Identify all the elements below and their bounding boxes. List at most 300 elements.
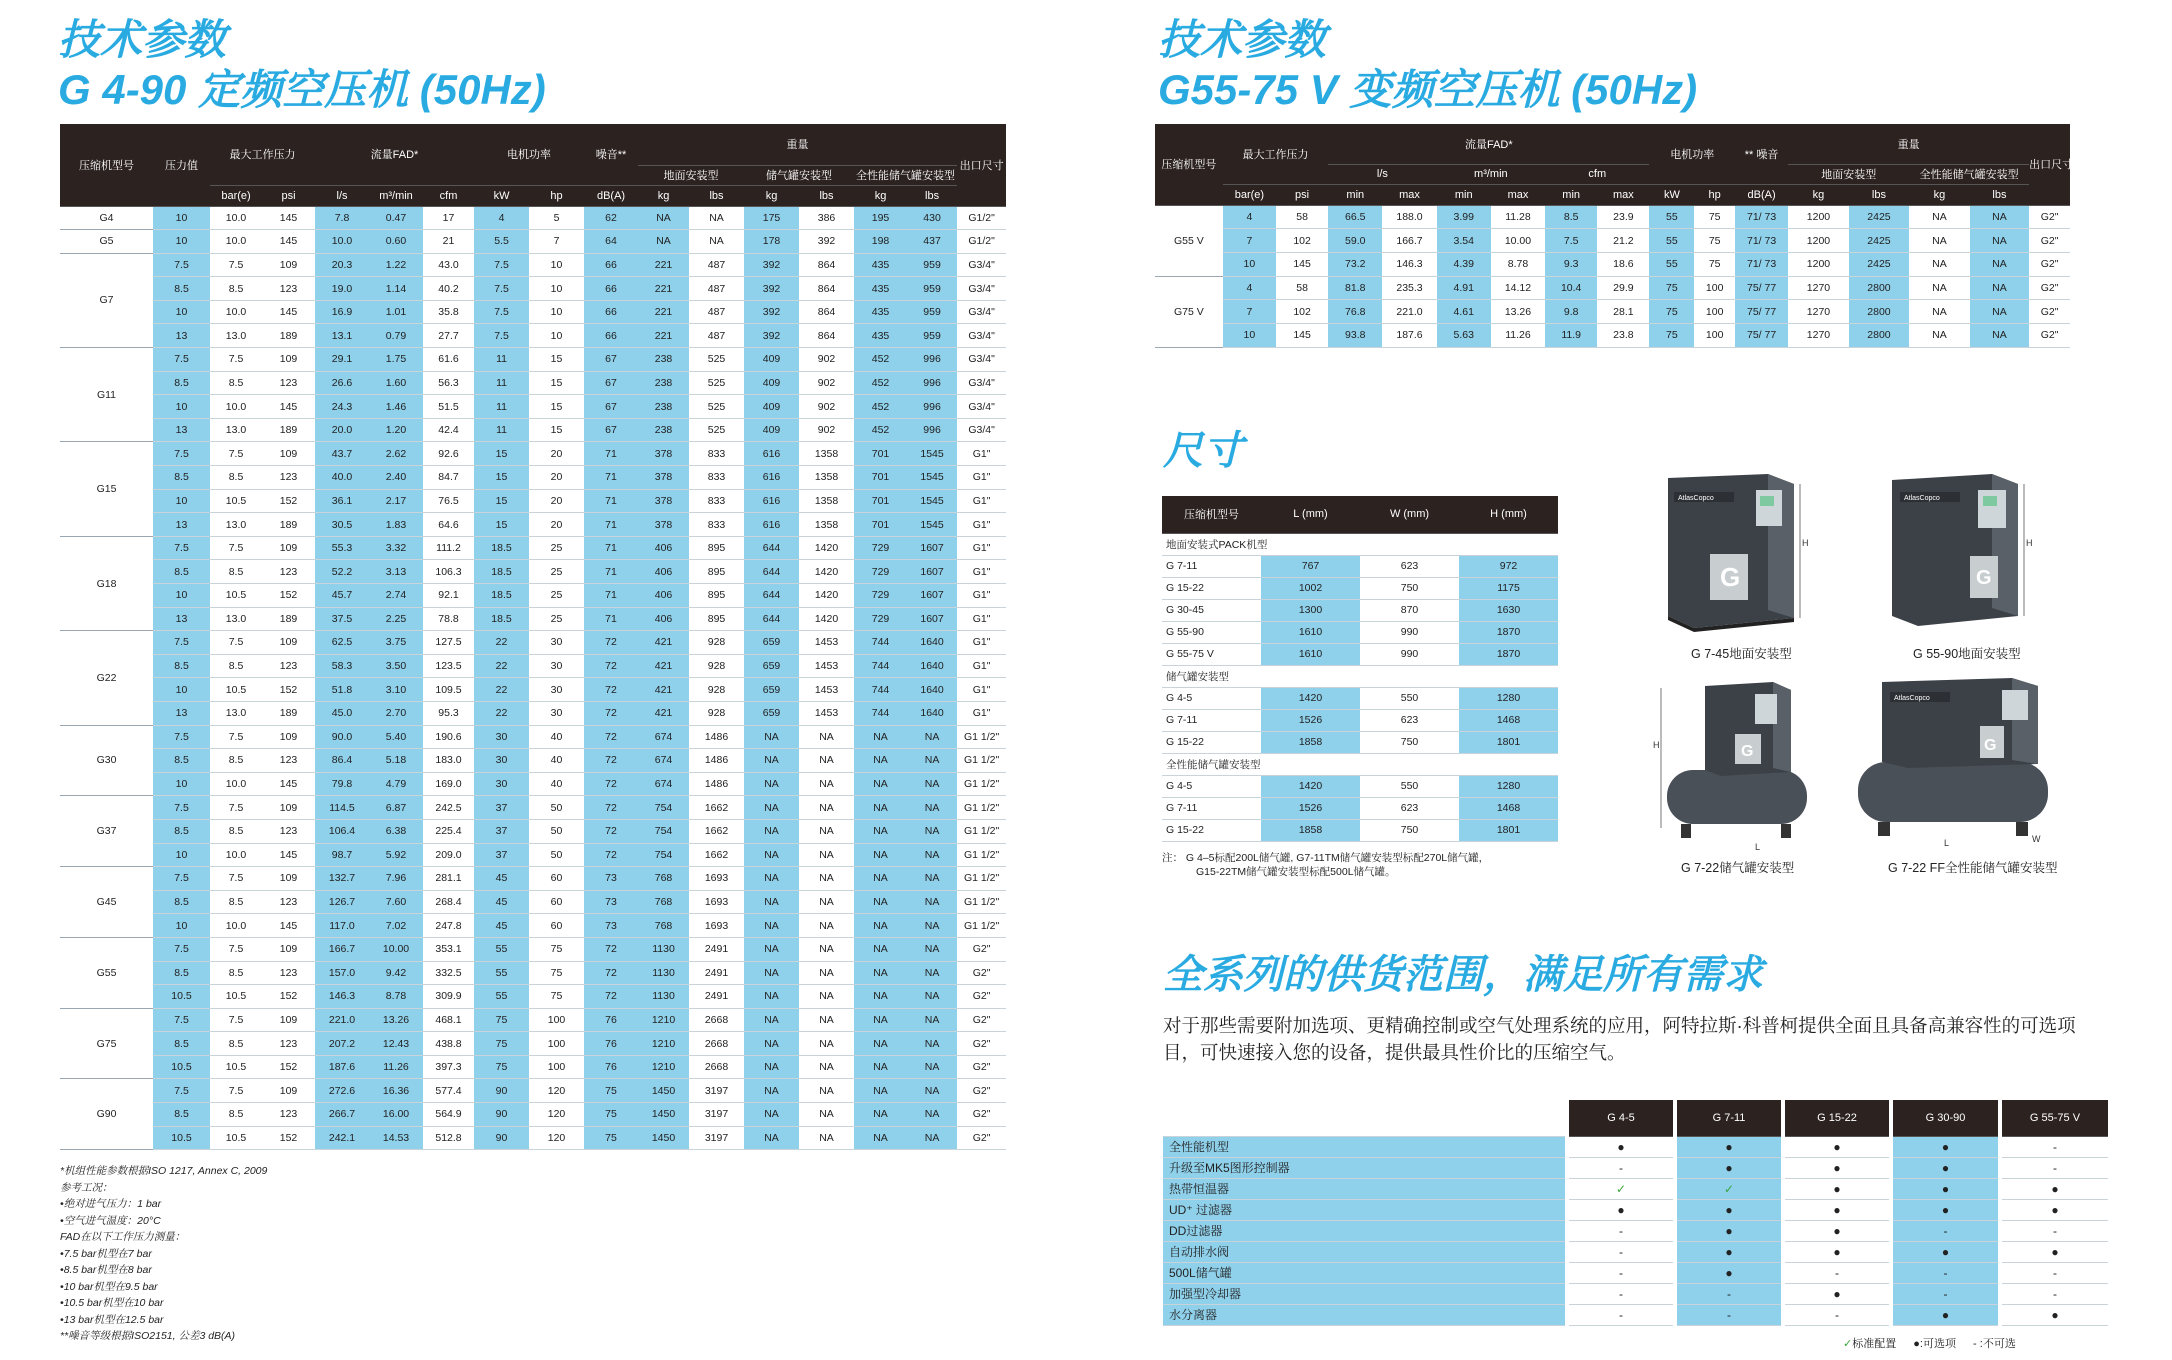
table-cell: 8.5 [153, 560, 210, 584]
table-cell: 7.60 [369, 890, 423, 914]
table-cell: 7.5 [210, 725, 262, 749]
table-cell: 51.8 [315, 678, 369, 702]
table-cell: 6.38 [369, 819, 423, 843]
table-cell: 40 [529, 749, 584, 773]
table-cell: 864 [799, 277, 854, 301]
left-title-1: 技术参数 [58, 16, 227, 63]
table-cell: 421 [638, 631, 689, 655]
table-cell: 895 [689, 560, 744, 584]
option-value: ● [1891, 1136, 2000, 1157]
table-cell: 67 [584, 418, 638, 442]
table-cell: 959 [907, 300, 957, 324]
table-cell: 2491 [689, 937, 744, 961]
table-cell: 10.0 [210, 914, 262, 938]
table-cell: 7.5 [153, 796, 210, 820]
table-cell: NA [907, 914, 957, 938]
legend-no-symbol: - : [1973, 1338, 1983, 1350]
table-cell: 29.1 [315, 348, 369, 372]
table-cell: NA [907, 1008, 957, 1032]
table-cell: 71/ 73 [1735, 205, 1788, 229]
unit-kg: kg [744, 185, 799, 206]
table-cell: G 55-90 [1162, 621, 1261, 643]
table-cell: 3.75 [369, 631, 423, 655]
table-cell: 421 [638, 654, 689, 678]
table-cell: G 15-22 [1162, 577, 1261, 599]
table-cell: 266.7 [315, 1103, 369, 1127]
table-cell: 644 [744, 560, 799, 584]
table-cell: G3/4" [957, 324, 1006, 348]
table-cell: 406 [638, 536, 689, 560]
table-row [1155, 300, 2070, 324]
table-cell: 75 [1694, 205, 1735, 229]
table-cell: 1450 [638, 1079, 689, 1103]
table-row [60, 466, 1006, 490]
table-cell: 120 [529, 1079, 584, 1103]
table-cell: NA [907, 843, 957, 867]
table-cell: 11 [474, 418, 529, 442]
table-cell: NA [1970, 229, 2029, 253]
table-cell: 66 [584, 253, 638, 277]
table-cell: 959 [907, 277, 957, 301]
table-cell: 487 [689, 277, 744, 301]
table-cell: G2" [2029, 300, 2070, 324]
table-cell: 23.8 [1597, 323, 1649, 347]
table-cell: 221.0 [1382, 300, 1436, 324]
table-cell: 4.39 [1437, 252, 1491, 276]
table-cell: 1801 [1459, 731, 1558, 753]
table-cell: 76 [584, 1008, 638, 1032]
table-cell: 1607 [907, 584, 957, 608]
table-cell: 13 [153, 513, 210, 537]
table-cell: 13 [153, 701, 210, 725]
dim-col-l: L (mm) [1261, 496, 1360, 533]
table-cell: NA [744, 843, 799, 867]
table-row [60, 843, 1006, 867]
table-cell: 5 [529, 206, 584, 230]
table-cell: NA [1909, 300, 1970, 324]
table-cell: 50 [529, 796, 584, 820]
table-cell: 12.43 [369, 1032, 423, 1056]
table-cell: 1693 [689, 890, 744, 914]
table-cell: 1450 [638, 1126, 689, 1150]
unit-lbs: lbs [1970, 184, 2029, 205]
table-cell: NA [907, 985, 957, 1009]
unit-max: max [1382, 184, 1436, 205]
table-cell: 1526 [1261, 709, 1360, 731]
table-cell: 378 [638, 489, 689, 513]
table-cell: 701 [854, 489, 907, 513]
table-cell: 72 [584, 749, 638, 773]
table-cell: 1.75 [369, 348, 423, 372]
table-cell: 25 [529, 607, 584, 631]
table-cell: 22 [474, 701, 529, 725]
col-motor: 电机功率 [474, 124, 584, 185]
table-cell: 10 [529, 300, 584, 324]
option-value: ● [1675, 1136, 1783, 1157]
table-cell: 10 [153, 230, 210, 254]
table-cell: 7.5 [1545, 229, 1597, 253]
col-weight: 重量 [638, 124, 957, 165]
table-cell: 10 [153, 395, 210, 419]
image-caption-1: G 7-45地面安装型 [1691, 647, 1792, 661]
table-cell: 106.3 [423, 560, 474, 584]
option-name: 升级至MK5图形控制器 [1163, 1157, 1567, 1178]
table-cell: 75 [1649, 276, 1694, 300]
table-cell: 7.5 [153, 442, 210, 466]
table-cell: 152 [262, 678, 315, 702]
table-cell: 2800 [1849, 276, 1910, 300]
table-cell: 14.12 [1491, 276, 1545, 300]
table-cell: 242.5 [423, 796, 474, 820]
dim-col-w: W (mm) [1360, 496, 1459, 533]
table-row [60, 607, 1006, 631]
table-cell: 7.5 [153, 631, 210, 655]
table-cell: 1640 [907, 631, 957, 655]
model-cell: G75 [60, 1008, 153, 1079]
option-value: ✓ [1675, 1178, 1783, 1199]
table-cell: 8.5 [210, 890, 262, 914]
option-name: 热带恒温器 [1163, 1178, 1567, 1199]
table-cell: 8.5 [153, 654, 210, 678]
table-row [60, 796, 1006, 820]
table-cell: 73 [584, 914, 638, 938]
table-cell: 15 [474, 442, 529, 466]
table-cell: 152 [262, 985, 315, 1009]
table-cell: 1486 [689, 749, 744, 773]
table-cell: 72 [584, 796, 638, 820]
model-cell: G22 [60, 631, 153, 725]
table-cell: 512.8 [423, 1126, 474, 1150]
table-cell: 1.14 [369, 277, 423, 301]
option-value: - [2000, 1262, 2108, 1283]
unit-min: min [1545, 184, 1597, 205]
table-cell: 11.28 [1491, 205, 1545, 229]
table-cell: 392 [799, 230, 854, 254]
table-cell: 109 [262, 867, 315, 891]
table-cell: 58 [1276, 205, 1328, 229]
table-row [60, 985, 1006, 1009]
table-cell: 30 [474, 749, 529, 773]
table-cell: 1662 [689, 819, 744, 843]
table-cell: 235.3 [1382, 276, 1436, 300]
table-cell: NA [744, 1079, 799, 1103]
table-cell: 10 [1223, 323, 1276, 347]
table-cell: 1210 [638, 1008, 689, 1032]
table-cell: 73.2 [1328, 252, 1382, 276]
table-cell: 16.36 [369, 1079, 423, 1103]
table-cell: 106.4 [315, 819, 369, 843]
table-row [1162, 555, 1558, 577]
table-cell: 729 [854, 536, 907, 560]
table-cell: 5.92 [369, 843, 423, 867]
table-cell: 392 [744, 253, 799, 277]
table-cell: G2" [2029, 252, 2070, 276]
option-value: - [1675, 1304, 1783, 1325]
table-cell: 238 [638, 348, 689, 372]
table-cell: 78.8 [423, 607, 474, 631]
legend-not-available: 不可选 [1982, 1338, 2016, 1350]
table-cell: 1545 [907, 466, 957, 490]
table-cell: 744 [854, 678, 907, 702]
table-cell: 166.7 [315, 937, 369, 961]
table-cell: 13.0 [210, 513, 262, 537]
table-cell: 11 [474, 348, 529, 372]
table-cell: 30 [529, 678, 584, 702]
col-w-floor: 地面安装型 [1788, 164, 1909, 184]
table-cell: 242.1 [315, 1126, 369, 1150]
table-row [60, 1103, 1006, 1127]
table-cell: NA [854, 749, 907, 773]
table-cell: 51.5 [423, 395, 474, 419]
unit-lbs: lbs [907, 185, 957, 206]
option-value: - [1891, 1220, 2000, 1241]
table-cell: 26.6 [315, 371, 369, 395]
table-cell: 2491 [689, 961, 744, 985]
table-cell: 1420 [1261, 687, 1360, 709]
table-cell: 75 [474, 1055, 529, 1079]
table-cell: 959 [907, 324, 957, 348]
table-row [60, 961, 1006, 985]
table-cell: 40 [529, 772, 584, 796]
table-cell: 15 [529, 395, 584, 419]
table-row [1162, 819, 1558, 841]
table-cell: 864 [799, 300, 854, 324]
unit-ls: l/s [315, 185, 369, 206]
option-value: ● [1675, 1262, 1783, 1283]
table-cell: 386 [799, 206, 854, 230]
table-cell: 40.2 [423, 277, 474, 301]
table-cell: 123 [262, 277, 315, 301]
table-row [60, 206, 1006, 230]
table-cell: 9.3 [1545, 252, 1597, 276]
table-cell: NA [1970, 323, 2029, 347]
table-cell: 90 [474, 1079, 529, 1103]
table-cell: 10 [529, 277, 584, 301]
option-value: ● [1675, 1157, 1783, 1178]
table-cell: 1300 [1261, 599, 1360, 621]
table-cell: 1693 [689, 867, 744, 891]
table-cell: G3/4" [957, 348, 1006, 372]
table-cell: G1 1/2" [957, 796, 1006, 820]
table-cell: 11 [474, 395, 529, 419]
table-cell: NA [799, 843, 854, 867]
table-cell: 550 [1360, 775, 1459, 797]
options-table [1163, 1100, 2108, 1326]
table-cell: 152 [262, 584, 315, 608]
table-cell: NA [799, 772, 854, 796]
table-cell: 189 [262, 513, 315, 537]
table-cell: NA [799, 937, 854, 961]
table-cell: G2" [2029, 276, 2070, 300]
table-cell: 353.1 [423, 937, 474, 961]
table-cell: 55 [474, 961, 529, 985]
table-cell: 1858 [1261, 731, 1360, 753]
col-model: 压缩机型号 [1155, 124, 1223, 205]
dimensions-table [1162, 496, 1558, 842]
table-cell: 198 [854, 230, 907, 254]
table-cell: 10 [153, 772, 210, 796]
table-row [60, 348, 1006, 372]
table-cell: 895 [689, 607, 744, 631]
option-value: ● [1891, 1304, 2000, 1325]
table-cell: 1210 [638, 1032, 689, 1056]
option-value: - [1675, 1283, 1783, 1304]
table-cell: 768 [638, 867, 689, 891]
dim-note-line1: 注： G 4–5标配200L储气罐, G7-11TM储气罐安装型标配270L储气罐， [1162, 852, 1490, 864]
table-cell: 392 [744, 324, 799, 348]
table-cell: 8.5 [153, 819, 210, 843]
table-cell: 659 [744, 678, 799, 702]
table-cell: NA [744, 725, 799, 749]
col-pressure: 压力值 [153, 124, 210, 206]
section-label: 储气罐安装型 [1162, 665, 1558, 687]
dim-label-h: H [2026, 538, 2033, 548]
table-cell: 123 [262, 560, 315, 584]
table-cell: NA [744, 1126, 799, 1150]
image-caption-2: G 55-90地面安装型 [1913, 647, 2021, 661]
table-cell: NA [907, 1055, 957, 1079]
table-cell: 45 [474, 867, 529, 891]
table-cell: 27.7 [423, 324, 474, 348]
table-cell: G 15-22 [1162, 731, 1261, 753]
table-cell: 30 [529, 654, 584, 678]
table-cell: NA [1909, 229, 1970, 253]
table-cell: 145 [1276, 252, 1328, 276]
table-cell: 430 [907, 206, 957, 230]
table-cell: 58 [1276, 276, 1328, 300]
table-cell: 187.6 [1382, 323, 1436, 347]
table-cell: 100 [1694, 276, 1735, 300]
table-cell: NA [854, 1055, 907, 1079]
col-m3: m³/min [1437, 164, 1545, 184]
table-cell: 7.5 [153, 725, 210, 749]
table-cell: 45 [474, 914, 529, 938]
table-cell: 55.3 [315, 536, 369, 560]
table-cell: 71/ 73 [1735, 229, 1788, 253]
table-cell: 28.1 [1597, 300, 1649, 324]
option-value: ● [1675, 1199, 1783, 1220]
option-value: - [1567, 1220, 1675, 1241]
table-cell: NA [638, 230, 689, 254]
table-cell: 902 [799, 348, 854, 372]
table-cell: 2668 [689, 1055, 744, 1079]
table-cell: G 30-45 [1162, 599, 1261, 621]
table-cell: 10.0 [210, 843, 262, 867]
table-cell: 66 [584, 300, 638, 324]
table-cell: NA [907, 796, 957, 820]
table-cell: 996 [907, 395, 957, 419]
table-cell: 487 [689, 253, 744, 277]
table-cell: 109 [262, 536, 315, 560]
table-cell: 1610 [1261, 643, 1360, 665]
table-cell: 207.2 [315, 1032, 369, 1056]
table-cell: 189 [262, 418, 315, 442]
table-cell: 189 [262, 701, 315, 725]
option-value: ● [2000, 1304, 2108, 1325]
table-cell: 55 [474, 985, 529, 1009]
option-col-header: G 55-75 V [2000, 1100, 2108, 1136]
table-cell: 15 [474, 489, 529, 513]
table-cell: 73 [584, 890, 638, 914]
option-col-header: G 15-22 [1783, 1100, 1891, 1136]
table-cell: 616 [744, 489, 799, 513]
table-cell: 178 [744, 230, 799, 254]
table-row [1162, 731, 1558, 753]
table-cell: 76.5 [423, 489, 474, 513]
table-cell: G1" [957, 560, 1006, 584]
table-cell: 833 [689, 442, 744, 466]
table-cell: 71 [584, 536, 638, 560]
table-cell: 674 [638, 772, 689, 796]
table-cell: 10.00 [1491, 229, 1545, 253]
table-cell: 525 [689, 418, 744, 442]
table-cell: 1630 [1459, 599, 1558, 621]
table-row [1162, 577, 1558, 599]
option-value: - [1567, 1304, 1675, 1325]
table-cell: NA [744, 772, 799, 796]
table-cell: 123 [262, 749, 315, 773]
section-label: 全性能储气罐安装型 [1162, 753, 1558, 775]
image-caption-3: G 7-22储气罐安装型 [1681, 861, 1795, 875]
unit-psi: psi [1276, 184, 1328, 205]
table-cell: 468.1 [423, 1008, 474, 1032]
table-cell: G2" [957, 961, 1006, 985]
table-cell: 22 [474, 654, 529, 678]
table-cell: 1.60 [369, 371, 423, 395]
table-cell: 109 [262, 348, 315, 372]
table-cell: G 7-11 [1162, 797, 1261, 819]
col-outlet: 出口尺寸 [2029, 124, 2070, 205]
table-cell: 8.5 [210, 654, 262, 678]
option-value: - [2000, 1157, 2108, 1178]
option-name: UD⁺ 过滤器 [1163, 1199, 1567, 1220]
table-cell: NA [854, 890, 907, 914]
table-cell: G1" [957, 631, 1006, 655]
table-cell: 60 [529, 867, 584, 891]
table-cell: G 15-22 [1162, 819, 1261, 841]
table-cell: NA [907, 772, 957, 796]
table-cell: 1801 [1459, 819, 1558, 841]
table-cell: 1270 [1788, 276, 1849, 300]
table-cell: 1210 [638, 1055, 689, 1079]
table-cell: NA [799, 914, 854, 938]
table-cell: 109 [262, 796, 315, 820]
table-cell: 50 [529, 819, 584, 843]
table-cell: 421 [638, 701, 689, 725]
option-value: - [2000, 1283, 2108, 1304]
col-maxp: 最大工作压力 [1223, 124, 1328, 184]
table-cell: 9.42 [369, 961, 423, 985]
table-cell: 100 [529, 1055, 584, 1079]
table-cell: 145 [262, 230, 315, 254]
table-cell: 75 [584, 1103, 638, 1127]
range-title: 全系列的供货范围，满足所有需求 [1163, 953, 1763, 997]
table-cell: 4 [474, 206, 529, 230]
table-cell: 437 [907, 230, 957, 254]
dim-col-model: 压缩机型号 [1162, 496, 1261, 533]
model-cell: G37 [60, 796, 153, 867]
table-cell: 10 [153, 206, 210, 230]
brand-logo: AtlasCopco [1678, 495, 1714, 502]
table-cell: G1" [957, 584, 1006, 608]
table-row [1162, 709, 1558, 731]
table-cell: 238 [638, 395, 689, 419]
table-cell: 996 [907, 348, 957, 372]
table-cell: 56.3 [423, 371, 474, 395]
table-cell: 123 [262, 890, 315, 914]
table-cell: NA [799, 985, 854, 1009]
table-cell: 1130 [638, 961, 689, 985]
